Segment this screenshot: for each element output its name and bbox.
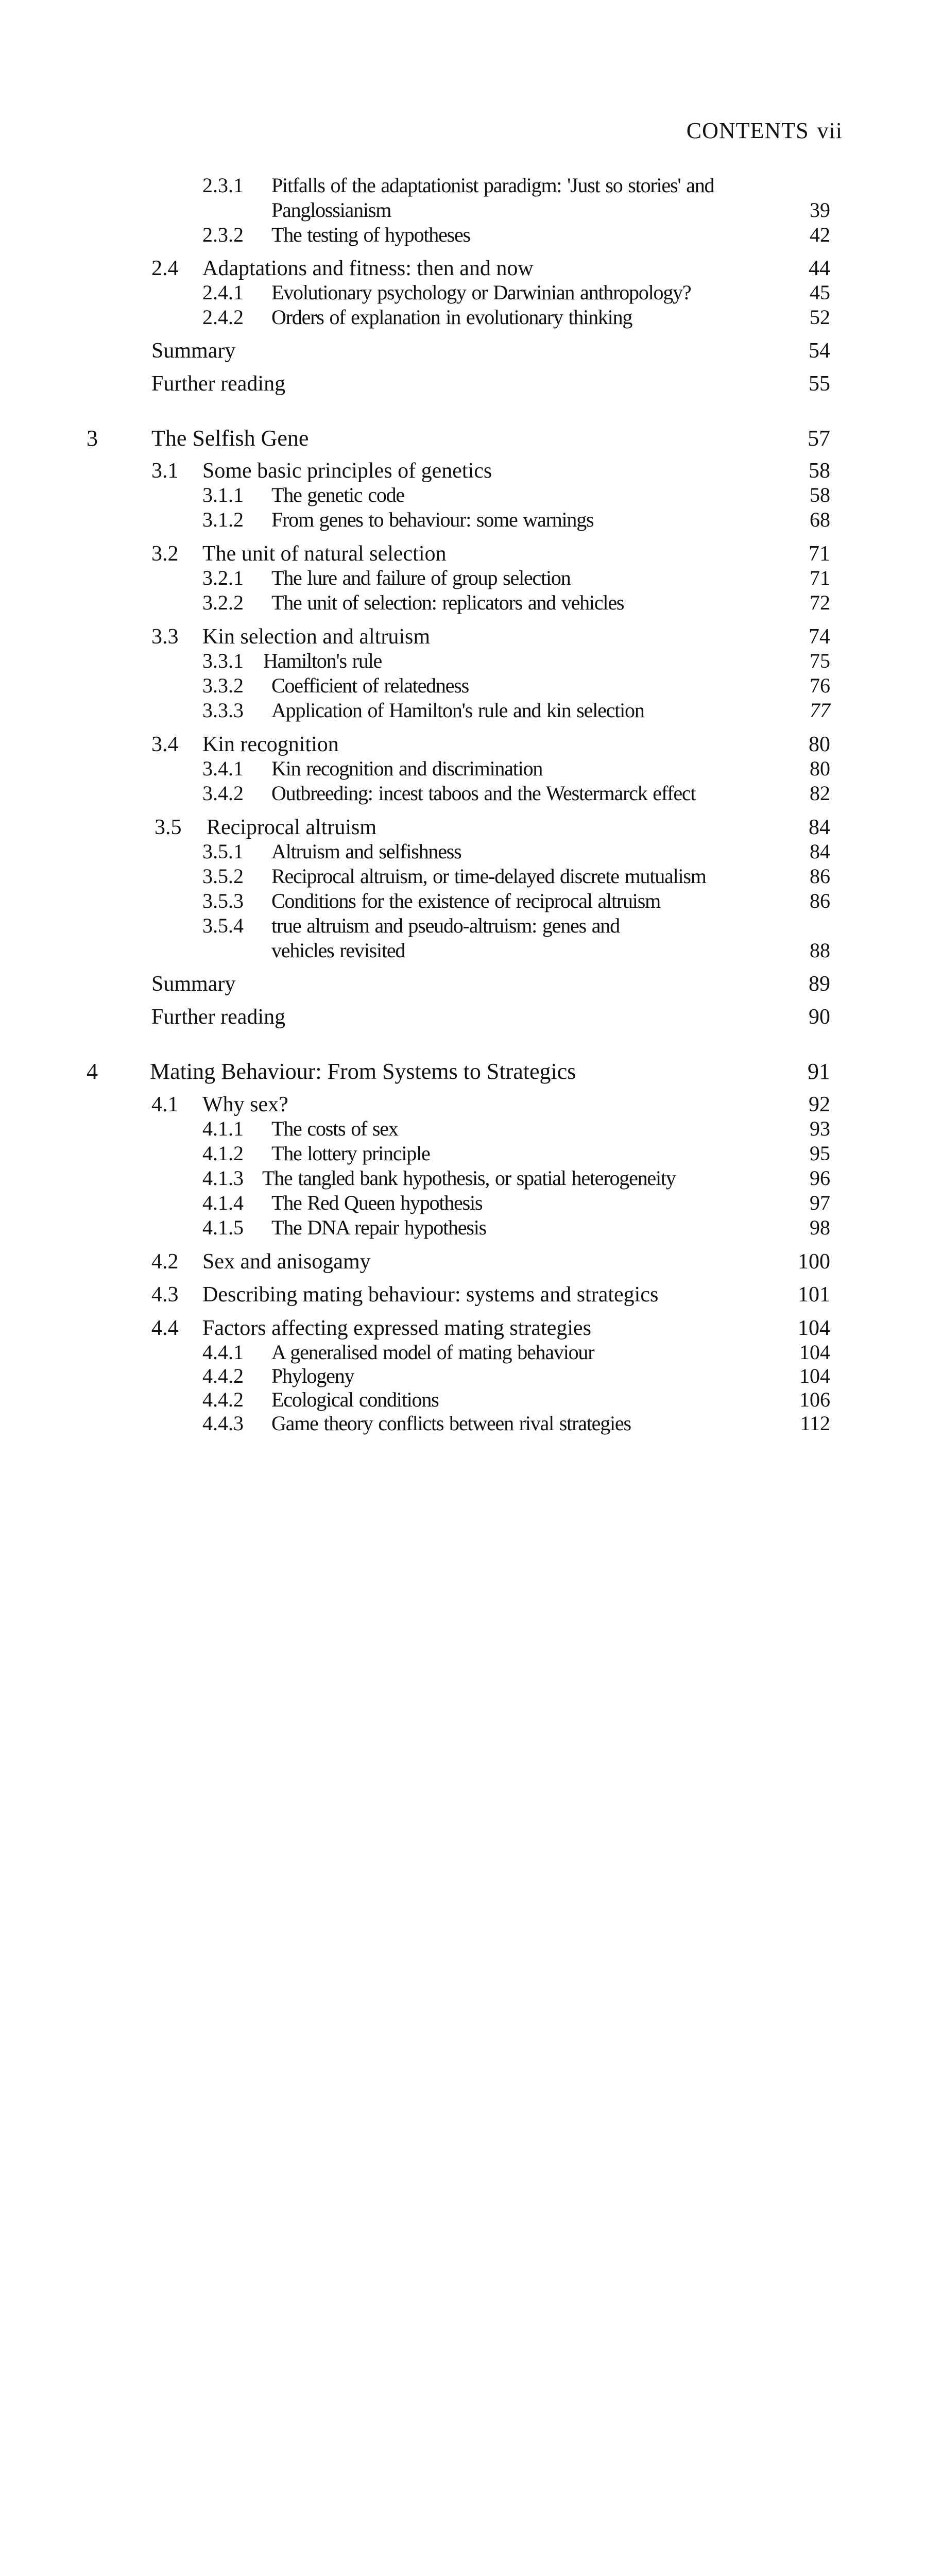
toc-entry-page: 112 <box>800 1412 830 1435</box>
toc-entry-title: From genes to behaviour: some warnings <box>271 508 594 531</box>
toc-entry-page: 90 <box>809 1005 830 1029</box>
toc-entry-title: The tangled bank hypothesis, or spatial heterogeneity <box>262 1166 676 1190</box>
toc-entry-title: Pitfalls of the adaptationist paradigm: 'Just so stories' and <box>271 174 714 197</box>
toc-entry-title: Some basic principles of genetics <box>202 459 492 483</box>
toc-entry-page: 86 <box>810 889 830 912</box>
toc-entry-title: The Red Queen hypothesis <box>271 1191 483 1214</box>
toc-entry-title: The testing of hypotheses <box>271 223 470 246</box>
toc-entry-title: Evolutionary psychology or Darwinian anthropology? <box>271 281 691 304</box>
toc-entry-number: 3.1 <box>151 459 179 483</box>
toc-entry-page: 93 <box>810 1117 830 1140</box>
toc-entry-page: 104 <box>799 1341 830 1364</box>
toc-entry-title: Kin recognition and discrimination <box>271 757 543 780</box>
toc-entry-page: 97 <box>810 1191 830 1214</box>
toc-entry-number: 4.1.3 <box>202 1166 244 1190</box>
toc-entry-title: Panglossianism <box>271 198 391 222</box>
toc-entry-title: Game theory conflicts between rival strategies <box>271 1412 631 1435</box>
toc-entry-number: 3.3 <box>151 625 179 649</box>
toc-entry-number: 3.5.3 <box>202 889 244 912</box>
toc-entry-title: Conditions for the existence of reciprocal altruism <box>271 889 660 912</box>
toc-entry-page: 80 <box>810 757 830 780</box>
toc-entry-number: 4.4.2 <box>202 1364 244 1387</box>
toc-entry-page: 75 <box>810 649 830 672</box>
toc-entry-page: 44 <box>809 257 830 280</box>
toc-entry-title: Describing mating behaviour: systems and strategics <box>202 1283 659 1307</box>
toc-entry-number: 3.2 <box>151 542 179 566</box>
toc-entry-page: 92 <box>809 1093 830 1116</box>
toc-entry-title: Reciprocal altruism <box>207 816 377 839</box>
toc-entry-page: 39 <box>810 198 830 222</box>
toc-entry-page: 68 <box>810 508 830 531</box>
toc-entry-page: 84 <box>810 840 830 863</box>
toc-entry-number: 3.3.2 <box>202 674 244 697</box>
toc-entry-number: 3.4.2 <box>202 782 244 805</box>
toc-entry-title: Kin selection and altruism <box>202 625 431 649</box>
toc-entry-title: Further reading <box>151 372 286 396</box>
toc-entry-title: Summary <box>151 972 236 996</box>
toc-entry-title: The DNA repair hypothesis <box>271 1216 487 1239</box>
toc-entry-page: 58 <box>810 483 830 506</box>
toc-entry-number: 3.2.2 <box>202 591 244 614</box>
toc-entry-number: 3.3.1 <box>202 649 244 672</box>
toc-entry-title: The lure and failure of group selection <box>271 566 571 589</box>
toc-entry-number: 2.3.2 <box>202 223 244 246</box>
toc-entry-title: Coefficient of relatedness <box>271 674 469 697</box>
toc-entry-page: 54 <box>809 339 830 363</box>
toc-entry-title: The lottery principle <box>271 1142 430 1165</box>
toc-entry-page: 76 <box>810 674 830 697</box>
toc-chapter-number: 4 <box>87 1059 98 1084</box>
toc-entry-title: Ecological conditions <box>271 1388 439 1411</box>
toc-entry-number: 2.3.1 <box>202 174 244 197</box>
toc-entry-title: Further reading <box>151 1005 286 1029</box>
toc-entry-page: 45 <box>810 281 830 304</box>
toc-entry-number: 3.5 <box>155 816 182 839</box>
toc-entry-page: 88 <box>810 939 830 962</box>
toc-entry-title: A generalised model of mating behaviour <box>271 1341 594 1364</box>
toc-entry-page: 98 <box>810 1216 830 1239</box>
toc-entry-page: 89 <box>809 972 830 996</box>
running-header-page-number: vii <box>817 118 843 143</box>
toc-entry-page: 104 <box>798 1316 830 1340</box>
toc-entry-number: 4.1.5 <box>202 1216 244 1239</box>
toc-entry-number: 3.5.1 <box>202 840 244 863</box>
toc-entry-title: Reciprocal altruism, or time-delayed discrete mutualism <box>271 865 706 888</box>
toc-entry-page: 55 <box>809 372 830 396</box>
toc-entry-page: 86 <box>810 865 830 888</box>
toc-entry-number: 3.4 <box>151 733 179 756</box>
toc-entry-page: 80 <box>809 733 830 756</box>
toc-entry-number: 4.1.1 <box>202 1117 244 1140</box>
toc-entry-page: 71 <box>809 542 830 566</box>
toc-entry-title: Phylogeny <box>271 1364 354 1387</box>
toc-entry-page: 101 <box>798 1283 830 1307</box>
toc-entry-title: Why sex? <box>202 1093 288 1116</box>
toc-entry-title: true altruism and pseudo-altruism: genes and <box>271 914 620 937</box>
toc-entry-number: 3.4.1 <box>202 757 244 780</box>
toc-chapter-page: 57 <box>808 426 830 451</box>
toc-entry-title: Sex and anisogamy <box>202 1250 371 1274</box>
toc-entry-title: vehicles revisited <box>271 939 405 962</box>
toc-entry-number: 4.4 <box>151 1316 179 1340</box>
toc-entry-number: 2.4.2 <box>202 306 244 329</box>
toc-entry-page: 104 <box>799 1364 830 1387</box>
toc-entry-page: 72 <box>810 591 830 614</box>
toc-entry-number: 2.4.1 <box>202 281 244 304</box>
toc-entry-page: 82 <box>810 782 830 805</box>
toc-chapter-page: 91 <box>808 1059 830 1084</box>
toc-entry-page: 74 <box>809 625 830 649</box>
toc-chapter-title: The Selfish Gene <box>151 426 309 451</box>
toc-entry-title: The unit of selection: replicators and vehicles <box>271 591 624 614</box>
toc-entry-number: 3.1.1 <box>202 483 244 506</box>
toc-entry-number: 3.3.3 <box>202 699 244 722</box>
toc-entry-page: 96 <box>810 1166 830 1190</box>
toc-entry-page: 95 <box>810 1142 830 1165</box>
toc-entry-number: 3.2.1 <box>202 566 244 589</box>
toc-entry-title: Orders of explanation in evolutionary thinking <box>271 306 632 329</box>
running-header-title: CONTENTS <box>686 118 809 143</box>
toc-entry-page: 100 <box>798 1250 830 1274</box>
toc-entry-page: 58 <box>809 459 830 483</box>
toc-entry-title: Hamilton's rule <box>263 649 382 672</box>
toc-entry-number: 2.4 <box>151 257 179 280</box>
toc-entry-number: 3.5.4 <box>202 914 244 937</box>
toc-entry-title: Altruism and selfishness <box>271 840 461 863</box>
toc-chapter-number: 3 <box>87 426 98 451</box>
toc-entry-page: 52 <box>810 306 830 329</box>
toc-entry-number: 4.4.2 <box>202 1388 244 1411</box>
toc-entry-number: 4.3 <box>151 1283 179 1307</box>
toc-entry-number: 4.1.4 <box>202 1191 244 1214</box>
toc-entry-title: Adaptations and fitness: then and now <box>202 257 534 280</box>
toc-entry-title: Factors affecting expressed mating strategies <box>202 1316 591 1340</box>
toc-entry-number: 3.1.2 <box>202 508 244 531</box>
toc-entry-number: 4.2 <box>151 1250 179 1274</box>
toc-entry-page: 42 <box>810 223 830 246</box>
toc-entry-number: 3.5.2 <box>202 865 244 888</box>
toc-entry-number: 4.4.1 <box>202 1341 244 1364</box>
toc-entry-page: 106 <box>799 1388 830 1411</box>
toc-entry-page: 71 <box>810 566 830 589</box>
toc-entry-number: 4.1.2 <box>202 1142 244 1165</box>
toc-entry-title: Kin recognition <box>202 733 339 756</box>
toc-entry-number: 4.1 <box>151 1093 179 1116</box>
toc-entry-number: 4.4.3 <box>202 1412 244 1435</box>
toc-entry-title: Application of Hamilton's rule and kin selection <box>271 699 644 722</box>
running-header <box>687 117 843 144</box>
toc-entry-title: The unit of natural selection <box>202 542 447 566</box>
toc-entry-title: Summary <box>151 339 236 363</box>
toc-entry-page: 84 <box>809 816 830 839</box>
toc-entry-title: Outbreeding: incest taboos and the Westermarck effect <box>271 782 696 805</box>
toc-entry-title: The genetic code <box>271 483 404 506</box>
toc-entry-title: The costs of sex <box>271 1117 398 1140</box>
toc-chapter-title: Mating Behaviour: From Systems to Strategics <box>150 1059 576 1084</box>
toc-entry-page: 77 <box>810 699 830 722</box>
